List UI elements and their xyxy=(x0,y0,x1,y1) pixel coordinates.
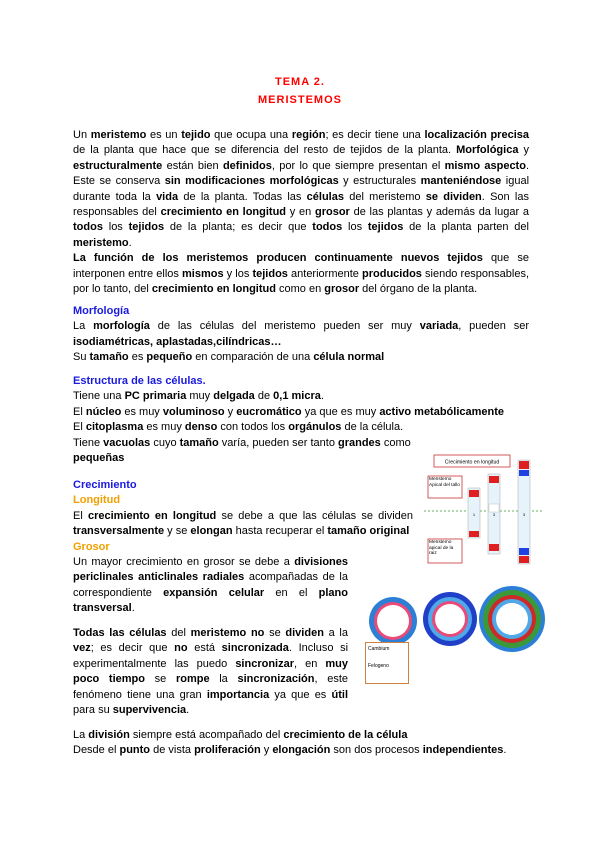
label-apical-raiz: Meristemo apical de la raiz xyxy=(429,540,454,557)
sync-paragraph-wrap xyxy=(73,626,348,718)
col1-label: 1 xyxy=(472,512,476,517)
ring-1 xyxy=(369,597,417,645)
ring-3 xyxy=(479,586,545,652)
longitud-figure xyxy=(424,454,544,566)
crecimiento-heading: Crecimiento xyxy=(73,479,137,491)
estructura-line-1: Tiene una PC primaria muy delgada de 0,1 micra. xyxy=(73,390,324,403)
estructura-line-4: Tiene vacuolas cuyo tamaño varía, pueden ser tanto grandes como xyxy=(73,436,411,449)
morfologia-paragraph-1: La morfología de las células del meristemo pueden ser muy variada, pueden ser isodiamétricas, aplastadas,cilíndricas… xyxy=(73,320,529,348)
longitud-figure-caption: Crecimiento en longitud xyxy=(444,459,500,466)
longitud-heading: Longitud xyxy=(73,494,121,507)
estructura-line-2: El núcleo es muy voluminoso y eucromático ya que es muy activo metabólicamente xyxy=(73,405,505,418)
intro-paragraph-1: Un meristemo es un tejido que ocupa una región; es decir tiene una localización precisa de la planta que hace que se diferencia del resto de tejidos de la planta. Morfológica y estructuralmente están bien definidos, por lo que siempre presentan el mismo aspecto. Este se conserva sin modificaciones morfológicas y estructurales manteniéndose igual durante toda la vida de la planta. Todas las células del meristemo se dividen. Son las responsables del crecimiento en longitud y en grosor de las plantas y además da lugar a todos los tejidos de la planta; es decir que todos los tejidos de la planta parten del meristemo. xyxy=(73,129,530,249)
crecimiento-section xyxy=(73,478,413,555)
col2-label: 3 xyxy=(492,512,496,517)
final-line-2: Desde el punto de vista proliferación y elongación son dos procesos independientes. xyxy=(73,744,507,757)
page-title-line1: TEMA 2. xyxy=(275,76,325,88)
col3-label: 3 xyxy=(522,512,526,517)
page-title-line2: MERISTEMOS xyxy=(258,94,342,106)
intro-paragraph-2: La función de los meristemos producen continuamente nuevos tejidos que se interponen entre ellos mismos y los tejidos anteriormente producidos siendo responsables, por lo tanto, del crecimiento en longitud como en grosor del órgano de la planta. xyxy=(73,252,530,296)
ring-2 xyxy=(423,592,477,646)
morfologia-heading: Morfología xyxy=(73,305,130,317)
final-section xyxy=(73,728,529,759)
estructura-heading: Estructura de las células. xyxy=(73,375,206,387)
estructura-line-5: pequeñas xyxy=(73,452,125,465)
morfologia-section xyxy=(73,304,529,366)
intro-section xyxy=(73,128,529,297)
cambium-legend xyxy=(365,642,409,684)
morfologia-paragraph-2: Su tamaño es pequeño en comparación de una célula normal xyxy=(73,351,385,364)
grosor-paragraph-wrap xyxy=(73,555,348,617)
label-cambium: Cambium xyxy=(368,646,390,652)
grosor-heading: Grosor xyxy=(73,540,110,553)
final-line-1: La división siempre está acompañado del crecimiento de la célula xyxy=(73,729,408,741)
longitud-paragraph: El crecimiento en longitud se debe a que las células se dividen transversalmente y se elongan hasta recuperar el tamaño original xyxy=(73,509,413,538)
estructura-section xyxy=(73,374,529,466)
grosor-paragraph: Un mayor crecimiento en grosor se debe a divisiones periclinales anticlinales radiales acompañadas de la correspondiente expansión celular en el plano transversal. xyxy=(73,556,348,615)
sync-paragraph: Todas las células del meristemo no se dividen a la vez; es decir que no está sincronizada. Incluso si experimentalmente las puedo sincronizar, en muy poco tiempo se rompe la sincronización, este fenómeno tiene una gran importancia ya que es útil para su supervivencia. xyxy=(73,627,349,717)
label-apical-tallo: Meristemo Apical del tallo xyxy=(429,477,460,488)
estructura-line-3: El citoplasma es muy denso con todos los orgánulos de la célula. xyxy=(73,421,404,434)
label-felogeno: Felogeno xyxy=(368,663,389,669)
